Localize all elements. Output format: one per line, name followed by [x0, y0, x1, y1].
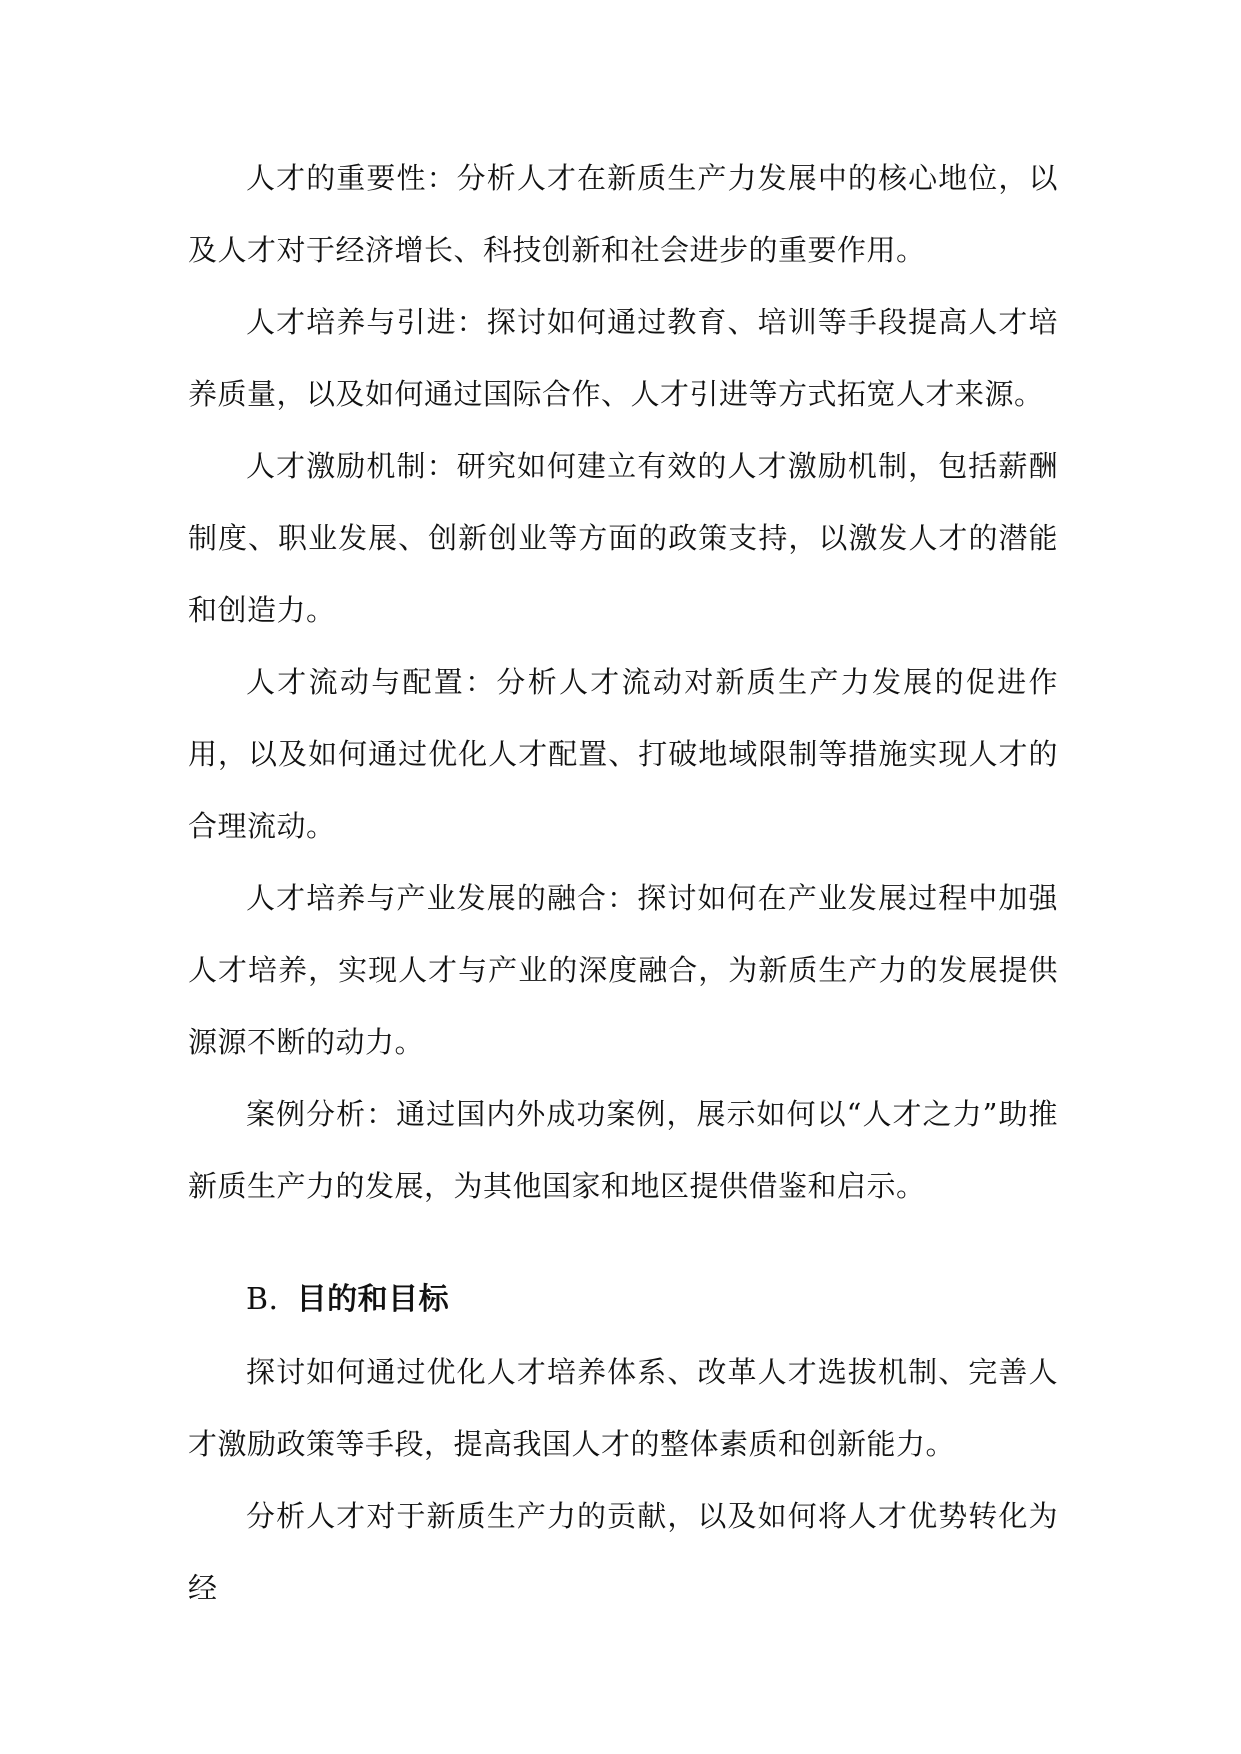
paragraph-industry-integration: 人才培养与产业发展的融合：探讨如何在产业发展过程中加强人才培养，实现人才与产业的深度融合，为新质生产力的发展提供源源不断的动力。: [188, 881, 1058, 1059]
paragraph-talent-cultivation: 人才培养与引进：探讨如何通过教育、培训等手段提高人才培养质量，以及如何通过国际合作、人才引进等方式拓宽人才来源。: [188, 305, 1058, 411]
paragraph-objective-2: 分析人才对于新质生产力的贡献，以及如何将人才优势转化为经: [188, 1499, 1058, 1605]
section-title: 目的和目标: [296, 1282, 450, 1317]
paragraph-talent-importance: 人才的重要性：分析人才在新质生产力发展中的核心地位，以及人才对于经济增长、科技创新和社会进步的重要作用。: [188, 161, 1058, 267]
paragraph-talent-incentive: 人才激励机制：研究如何建立有效的人才激励机制，包括薪酬制度、职业发展、创新创业等方面的政策支持，以激发人才的潜能和创造力。: [188, 449, 1058, 627]
section-number: B.: [246, 1282, 279, 1317]
document-body: [188, 142, 1058, 1624]
paragraph-objective-1: 探讨如何通过优化人才培养体系、改革人才选拔机制、完善人才激励政策等手段，提高我国人才的整体素质和创新能力。: [188, 1355, 1058, 1461]
paragraph-case-analysis: 案例分析：通过国内外成功案例，展示如何以“人才之力”助推新质生产力的发展，为其他国家和地区提供借鉴和启示。: [188, 1097, 1058, 1203]
section-heading: [188, 1264, 1058, 1336]
paragraph-talent-mobility: 人才流动与配置：分析人才流动对新质生产力发展的促进作用，以及如何通过优化人才配置、打破地域限制等措施实现人才的合理流动。: [188, 665, 1058, 843]
